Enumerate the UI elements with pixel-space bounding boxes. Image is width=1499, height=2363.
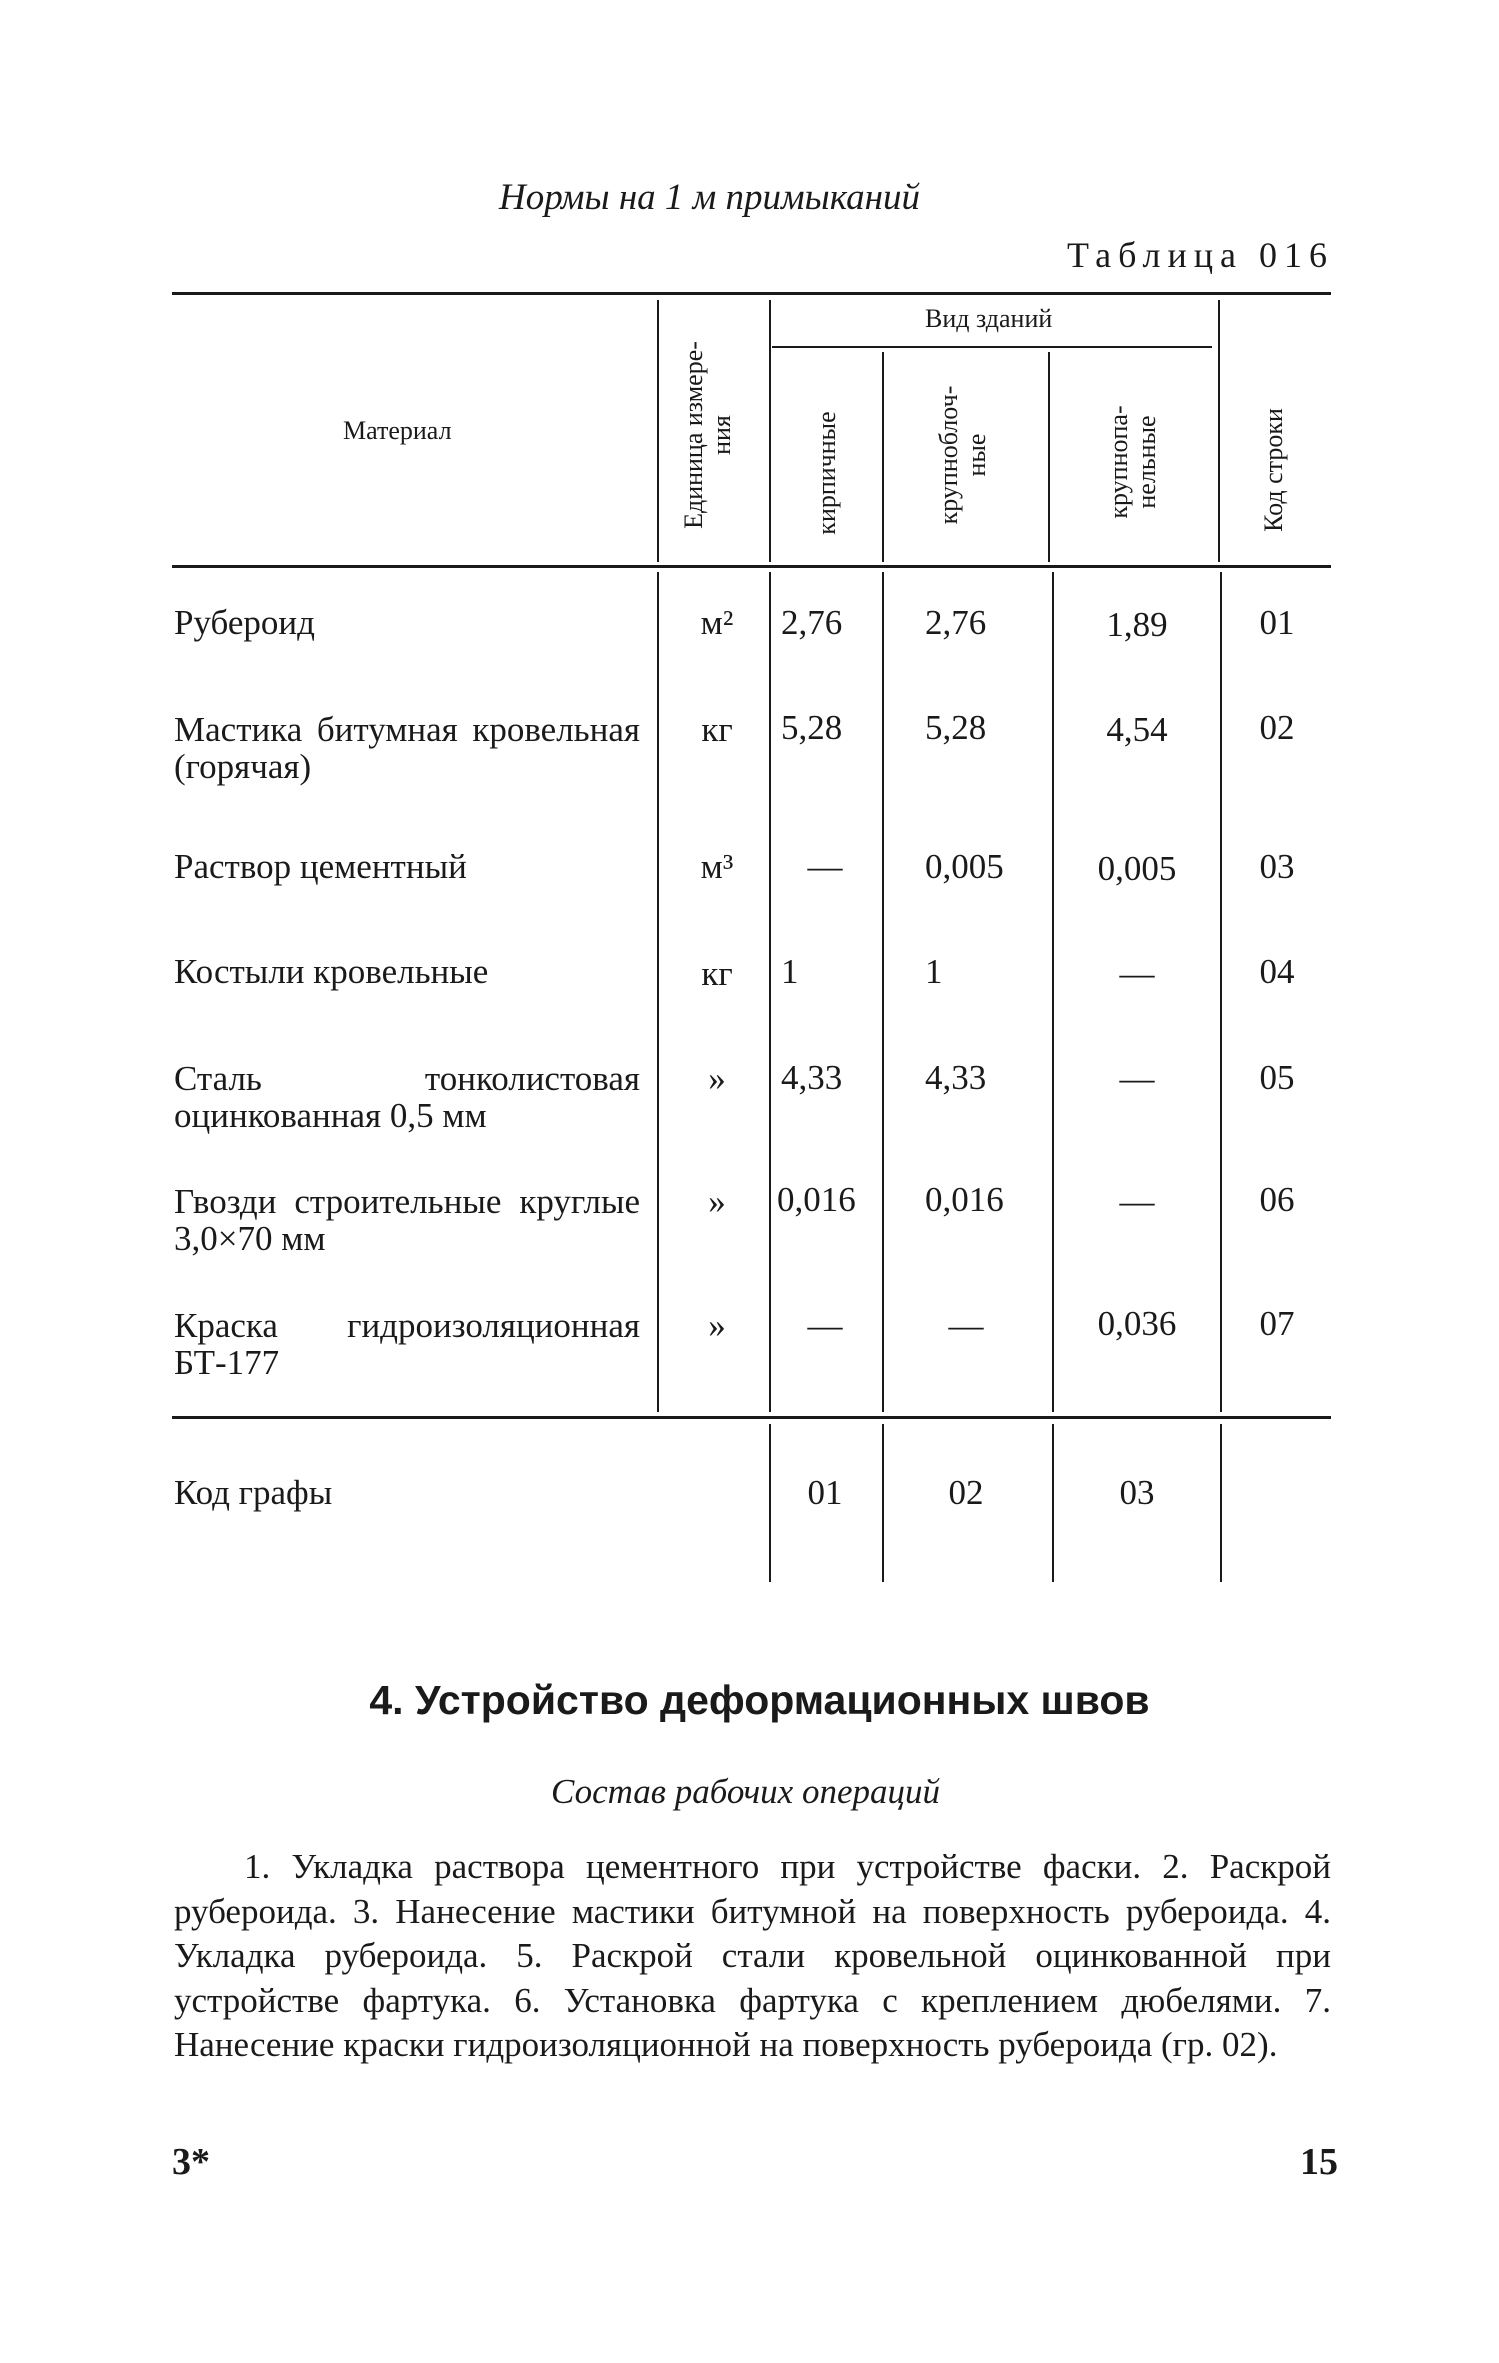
row-4-panel: — [1119, 954, 1155, 993]
row-6-block: 0,016 [925, 1180, 1004, 1219]
body-line-brick [769, 572, 771, 1412]
header-material: Материал [343, 416, 452, 445]
row-6-unit: » [708, 1182, 726, 1221]
row-2-brick: 5,28 [781, 708, 843, 747]
row-1-unit: м² [700, 603, 734, 642]
column-code-label: Код графы [174, 1473, 333, 1512]
row-1-material: Рубероид [174, 603, 315, 642]
column-code-block: 02 [948, 1473, 984, 1512]
col-line-unit [657, 300, 659, 562]
row-4-code: 04 [1259, 952, 1295, 991]
section-subtitle: Состав рабочих операций [550, 1772, 941, 1811]
row-7-panel: 0,036 [1097, 1304, 1177, 1343]
header-block-line1: крупноблоч- [934, 385, 963, 525]
header-building-type: Вид зданий [925, 304, 1053, 333]
header-panel-line1: крупнопа- [1104, 405, 1133, 519]
row-1-block: 2,76 [925, 603, 987, 642]
row-7-material: Краска гидроизоляционная БТ-177 [174, 1306, 640, 1382]
row-6-brick: 0,016 [777, 1180, 856, 1219]
row-5-panel: — [1119, 1059, 1155, 1098]
row-6-material: Гвозди строительные круглые 3,0×70 мм [174, 1182, 640, 1258]
header-unit-line2: ния [707, 415, 736, 455]
header-panel-line2: нельные [1132, 415, 1161, 509]
header-brick [813, 398, 841, 548]
row-2-code: 02 [1259, 708, 1295, 747]
body-line-panel [1052, 572, 1054, 1412]
row-5-brick: 4,33 [781, 1058, 843, 1097]
row-3-block: 0,005 [925, 847, 1004, 886]
row-2-material: Мастика битумная кровельная (горячая) [174, 710, 640, 786]
header-panel [1105, 372, 1161, 552]
col-line-panel [1048, 352, 1050, 562]
section-title: 4. Устройство деформационных швов [369, 1677, 1150, 1723]
signature-mark: 3* [172, 2141, 210, 2183]
body-line-block [882, 572, 884, 1412]
row-3-brick: — [807, 847, 843, 886]
table-caption: Нормы на 1 м примыканий [499, 177, 920, 218]
operations-paragraph: 1. Укладка раствора цементного при устройстве фаски. 2. Раскрой рубероида. 3. Нанесение мастики битумной на поверхность рубероида. 4. Укладка рубероида. 5. Раскрой стали кровельной оцинкованной при устройстве фартука. 6. Установка фартука с креплением дюбелями. 7. Нанесение краски гидроизоляционной на поверхность рубероида (гр. 02). [174, 1847, 1331, 2064]
header-block [935, 360, 991, 550]
table-top-rule [172, 292, 1331, 295]
row-7-brick: — [807, 1306, 843, 1345]
row-4-unit: кг [701, 954, 733, 993]
row-7-block: — [948, 1306, 984, 1345]
row-3-code: 03 [1259, 847, 1295, 886]
body-line-code [1220, 572, 1222, 1412]
row-6-panel: — [1119, 1182, 1155, 1221]
header-row-code [1260, 390, 1288, 550]
foot-line-block [882, 1424, 884, 1582]
row-3-unit: м³ [700, 847, 734, 886]
row-1-code: 01 [1259, 603, 1295, 642]
row-6-code: 06 [1259, 1180, 1295, 1219]
column-code-panel: 03 [1119, 1473, 1155, 1512]
row-4-material: Костыли кровельные [174, 952, 489, 991]
row-1-panel: 1,89 [1106, 605, 1168, 644]
row-5-block: 4,33 [925, 1058, 987, 1097]
foot-line-panel [1052, 1424, 1054, 1582]
col-line-brick [769, 300, 771, 562]
row-4-block: 1 [925, 952, 943, 991]
body-line-unit [657, 572, 659, 1412]
header-block-line2: ные [962, 433, 991, 477]
row-1-brick: 2,76 [781, 603, 843, 642]
row-3-material: Раствор цементный [174, 847, 467, 886]
row-5-unit: » [708, 1059, 726, 1098]
row-2-panel: 4,54 [1106, 710, 1168, 749]
header-unit-line1: Единица измере- [679, 341, 708, 529]
page-number: 15 [1300, 2141, 1338, 2183]
row-2-unit: кг [701, 710, 733, 749]
foot-line-code [1220, 1424, 1222, 1582]
row-2-block: 5,28 [925, 708, 987, 747]
table-number: Таблица 016 [1067, 235, 1334, 275]
row-4-brick: 1 [781, 952, 799, 991]
header-row-code-label: Код строки [1259, 408, 1288, 532]
column-code-brick: 01 [807, 1473, 843, 1512]
row-7-code: 07 [1259, 1304, 1295, 1343]
row-3-panel: 0,005 [1097, 849, 1177, 888]
row-7-unit: » [708, 1306, 726, 1345]
col-line-block [882, 352, 884, 562]
row-5-material: Сталь тонколистовая оцинкованная 0,5 мм [174, 1059, 640, 1135]
table-header-rule [172, 565, 1331, 568]
foot-line-brick [769, 1424, 771, 1582]
table-body-bottom-rule [172, 1416, 1331, 1419]
row-5-code: 05 [1259, 1058, 1295, 1097]
building-type-underline [772, 346, 1212, 348]
col-line-code [1218, 300, 1220, 562]
header-unit [680, 315, 736, 555]
header-brick-label: кирпичные [812, 411, 841, 535]
